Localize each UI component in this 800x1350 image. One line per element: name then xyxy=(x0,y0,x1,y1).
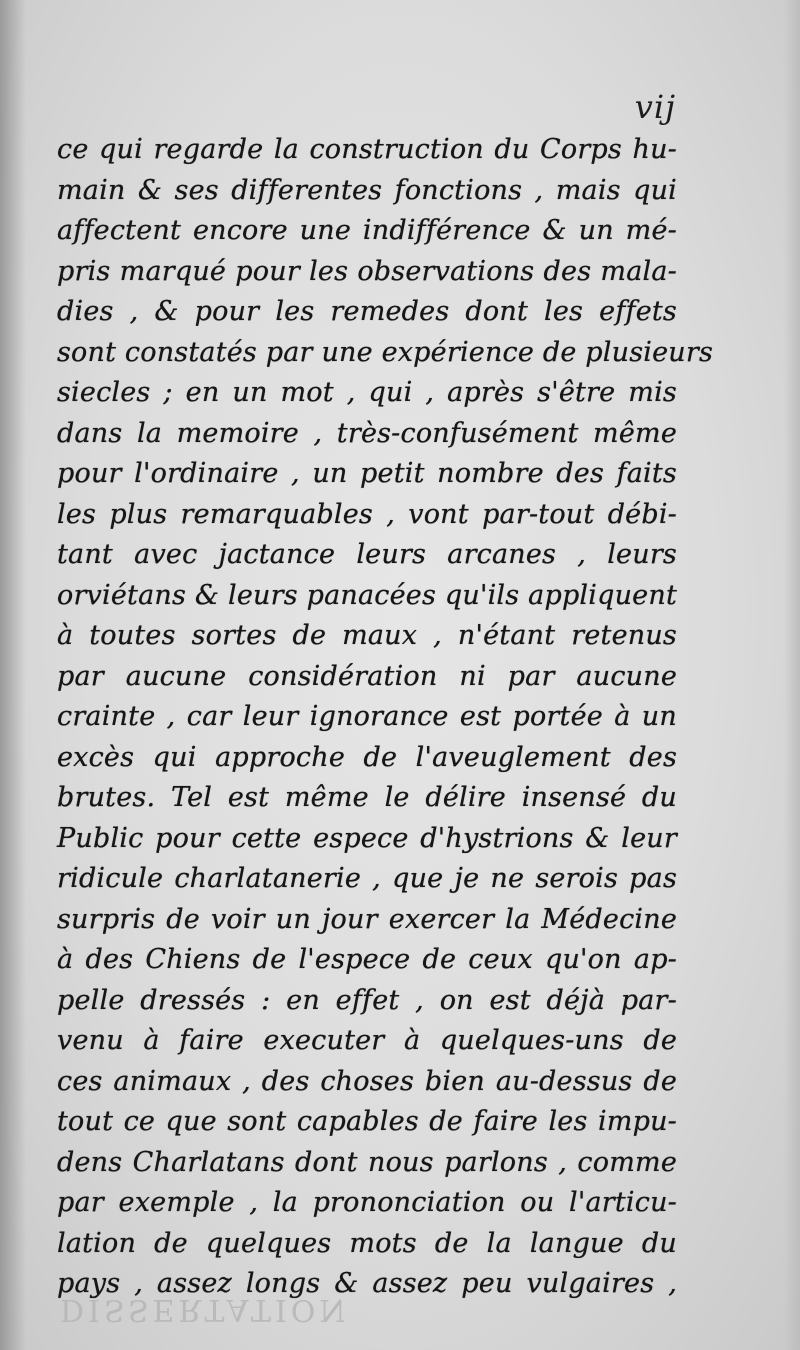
text-line: siecles ; en un mot , qui , après s'être mis xyxy=(57,377,677,408)
text-line: pris marqué pour les observations des mala- xyxy=(57,255,677,287)
text-line: à des Chiens de l'espece de ceux qu'on ap- xyxy=(57,944,677,975)
text-line: dies , & pour les remedes dont les effets xyxy=(57,296,677,327)
text-line: venu à faire executer à quelques-uns de xyxy=(57,1025,677,1056)
text-line: excès qui approche de l'aveuglement des xyxy=(57,741,677,773)
text-line: main & ses differentes fonctions , mais qui xyxy=(57,174,677,206)
text-line: par aucune considération ni par aucune xyxy=(57,660,677,692)
text-line: tout ce que sont capables de faire les impu- xyxy=(57,1106,677,1137)
text-line: ridicule charlatanerie , que je ne serois pas xyxy=(57,863,677,894)
text-line: par exemple , la prononciation ou l'articu- xyxy=(57,1187,677,1218)
text-line: orviétans & leurs panacées qu'ils appliquent xyxy=(57,579,677,611)
text-line: brutes. Tel est même le délire insensé du xyxy=(57,782,677,813)
text-line: lation de quelques mots de la langue du xyxy=(57,1227,677,1259)
text-line: affectent encore une indifférence & un mé- xyxy=(57,215,677,246)
body-text xyxy=(57,130,714,1305)
text-line: pour l'ordinaire , un petit nombre des faits xyxy=(57,458,677,489)
text-line: à toutes sortes de maux , n'étant retenus xyxy=(57,620,677,651)
page-edge xyxy=(784,0,800,1350)
text-line: ces animaux , des choses bien au-dessus de xyxy=(57,1065,677,1097)
text-line: les plus remarquables , vont par-tout débi- xyxy=(57,498,677,530)
text-line: dans la memoire , très-confusément même xyxy=(57,417,677,449)
text-line: pelle dressés : en effet , on est déjà par- xyxy=(57,984,677,1016)
text-line: pays , assez longs & assez peu vulgaires , xyxy=(57,1268,677,1299)
text-line: crainte , car leur ignorance est portée à un xyxy=(57,701,677,732)
gutter-shadow xyxy=(0,0,26,1350)
text-line: tant avec jactance leurs arcanes , leurs xyxy=(57,539,677,570)
page-number: vij xyxy=(634,88,676,126)
bleed-through-text: DISSERTATION xyxy=(60,1292,350,1327)
text-line: surpris de voir un jour exercer la Médecine xyxy=(57,903,677,935)
text-line: Public pour cette espece d'hystrions & leur xyxy=(57,822,677,854)
text-line: sont constatés par une expérience de plusieurs xyxy=(57,336,714,368)
text-line: dens Charlatans dont nous parlons , comme xyxy=(57,1146,677,1178)
text-line: ce qui regarde la construction du Corps hu- xyxy=(57,134,677,165)
